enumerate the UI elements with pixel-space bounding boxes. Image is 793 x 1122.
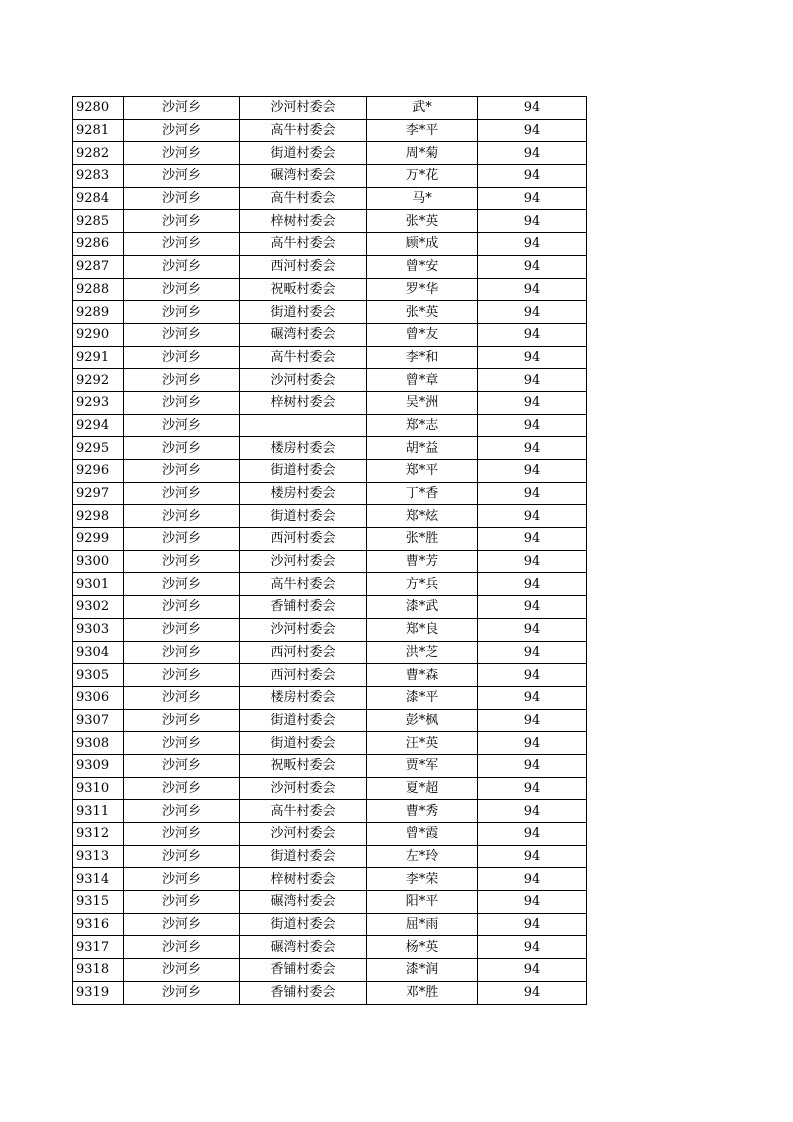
table-row — [73, 618, 587, 641]
score-cell: 94 — [478, 505, 587, 528]
score-cell: 94 — [478, 913, 587, 936]
score-cell: 94 — [478, 664, 587, 687]
row-id-cell: 9294 — [73, 414, 124, 437]
village-committee-cell: 沙河村委会 — [240, 369, 367, 392]
score-cell: 94 — [478, 482, 587, 505]
township-cell: 沙河乡 — [124, 641, 240, 664]
table-row — [73, 732, 587, 755]
table-row — [73, 528, 587, 551]
village-committee-cell: 沙河村委会 — [240, 777, 367, 800]
person-name-cell: 顾*成 — [367, 233, 478, 256]
score-cell: 94 — [478, 323, 587, 346]
score-cell: 94 — [478, 709, 587, 732]
township-cell: 沙河乡 — [124, 800, 240, 823]
row-id-cell: 9291 — [73, 346, 124, 369]
score-cell: 94 — [478, 845, 587, 868]
row-id-cell: 9306 — [73, 686, 124, 709]
table-row — [73, 460, 587, 483]
village-committee-cell: 高牛村委会 — [240, 346, 367, 369]
row-id-cell: 9301 — [73, 573, 124, 596]
row-id-cell: 9283 — [73, 165, 124, 188]
score-cell: 94 — [478, 641, 587, 664]
township-cell: 沙河乡 — [124, 528, 240, 551]
township-cell: 沙河乡 — [124, 301, 240, 324]
table-row — [73, 414, 587, 437]
person-name-cell: 武* — [367, 97, 478, 120]
table-row — [73, 709, 587, 732]
person-name-cell: 汪*英 — [367, 732, 478, 755]
person-name-cell: 周*菊 — [367, 142, 478, 165]
row-id-cell: 9280 — [73, 97, 124, 120]
person-name-cell: 万*花 — [367, 165, 478, 188]
township-cell: 沙河乡 — [124, 391, 240, 414]
township-cell: 沙河乡 — [124, 505, 240, 528]
score-cell: 94 — [478, 414, 587, 437]
score-cell: 94 — [478, 528, 587, 551]
village-committee-cell: 沙河村委会 — [240, 550, 367, 573]
township-cell: 沙河乡 — [124, 664, 240, 687]
person-name-cell: 李*荣 — [367, 868, 478, 891]
township-cell: 沙河乡 — [124, 369, 240, 392]
person-name-cell: 郑*志 — [367, 414, 478, 437]
table-row — [73, 346, 587, 369]
row-id-cell: 9310 — [73, 777, 124, 800]
score-cell: 94 — [478, 823, 587, 846]
score-cell: 94 — [478, 210, 587, 233]
township-cell: 沙河乡 — [124, 210, 240, 233]
village-committee-cell: 梓树村委会 — [240, 391, 367, 414]
village-committee-cell: 西河村委会 — [240, 255, 367, 278]
score-cell: 94 — [478, 618, 587, 641]
township-cell: 沙河乡 — [124, 119, 240, 142]
table-row — [73, 482, 587, 505]
person-name-cell: 张*英 — [367, 301, 478, 324]
row-id-cell: 9309 — [73, 754, 124, 777]
person-name-cell: 曹*森 — [367, 664, 478, 687]
township-cell: 沙河乡 — [124, 618, 240, 641]
score-cell: 94 — [478, 777, 587, 800]
score-cell: 94 — [478, 187, 587, 210]
person-name-cell: 张*英 — [367, 210, 478, 233]
row-id-cell: 9288 — [73, 278, 124, 301]
village-committee-cell: 沙河村委会 — [240, 823, 367, 846]
person-name-cell: 曹*芳 — [367, 550, 478, 573]
table-row — [73, 981, 587, 1004]
person-name-cell: 曾*安 — [367, 255, 478, 278]
score-cell: 94 — [478, 391, 587, 414]
township-cell: 沙河乡 — [124, 414, 240, 437]
village-committee-cell: 街道村委会 — [240, 142, 367, 165]
score-cell: 94 — [478, 119, 587, 142]
village-committee-cell: 街道村委会 — [240, 845, 367, 868]
row-id-cell: 9318 — [73, 959, 124, 982]
township-cell: 沙河乡 — [124, 278, 240, 301]
township-cell: 沙河乡 — [124, 573, 240, 596]
row-id-cell: 9311 — [73, 800, 124, 823]
township-cell: 沙河乡 — [124, 845, 240, 868]
table-row — [73, 142, 587, 165]
township-cell: 沙河乡 — [124, 732, 240, 755]
row-id-cell: 9300 — [73, 550, 124, 573]
row-id-cell: 9286 — [73, 233, 124, 256]
village-committee-cell: 祝畈村委会 — [240, 278, 367, 301]
township-cell: 沙河乡 — [124, 437, 240, 460]
score-cell: 94 — [478, 596, 587, 619]
village-committee-cell: 高牛村委会 — [240, 233, 367, 256]
table-row — [73, 437, 587, 460]
row-id-cell: 9295 — [73, 437, 124, 460]
table-row — [73, 278, 587, 301]
score-cell: 94 — [478, 255, 587, 278]
person-name-cell: 吴*洲 — [367, 391, 478, 414]
table-row — [73, 823, 587, 846]
row-id-cell: 9319 — [73, 981, 124, 1004]
person-name-cell: 左*玲 — [367, 845, 478, 868]
row-id-cell: 9303 — [73, 618, 124, 641]
table-row — [73, 754, 587, 777]
row-id-cell: 9302 — [73, 596, 124, 619]
table-row — [73, 165, 587, 188]
township-cell: 沙河乡 — [124, 255, 240, 278]
row-id-cell: 9299 — [73, 528, 124, 551]
village-committee-cell: 碾湾村委会 — [240, 323, 367, 346]
township-cell: 沙河乡 — [124, 346, 240, 369]
score-cell: 94 — [478, 437, 587, 460]
row-id-cell: 9313 — [73, 845, 124, 868]
table-row — [73, 800, 587, 823]
score-cell: 94 — [478, 959, 587, 982]
village-committee-cell: 碾湾村委会 — [240, 165, 367, 188]
person-name-cell: 杨*英 — [367, 936, 478, 959]
row-id-cell: 9287 — [73, 255, 124, 278]
person-name-cell: 漆*润 — [367, 959, 478, 982]
score-cell: 94 — [478, 460, 587, 483]
row-id-cell: 9317 — [73, 936, 124, 959]
person-name-cell: 张*胜 — [367, 528, 478, 551]
village-committee-cell: 梓树村委会 — [240, 210, 367, 233]
row-id-cell: 9293 — [73, 391, 124, 414]
village-committee-cell: 梓树村委会 — [240, 868, 367, 891]
score-cell: 94 — [478, 800, 587, 823]
person-name-cell: 贾*军 — [367, 754, 478, 777]
score-cell: 94 — [478, 573, 587, 596]
table-row — [73, 550, 587, 573]
row-id-cell: 9308 — [73, 732, 124, 755]
village-committee-cell: 西河村委会 — [240, 664, 367, 687]
person-name-cell: 夏*超 — [367, 777, 478, 800]
row-id-cell: 9284 — [73, 187, 124, 210]
table-row — [73, 868, 587, 891]
person-name-cell: 屈*雨 — [367, 913, 478, 936]
village-committee-cell: 沙河村委会 — [240, 97, 367, 120]
table-row — [73, 255, 587, 278]
row-id-cell: 9307 — [73, 709, 124, 732]
township-cell: 沙河乡 — [124, 959, 240, 982]
table-row — [73, 573, 587, 596]
table-row — [73, 891, 587, 914]
table-row — [73, 936, 587, 959]
township-cell: 沙河乡 — [124, 165, 240, 188]
village-committee-cell: 楼房村委会 — [240, 437, 367, 460]
score-cell: 94 — [478, 868, 587, 891]
village-committee-cell: 楼房村委会 — [240, 482, 367, 505]
data-table — [72, 96, 587, 1005]
row-id-cell: 9298 — [73, 505, 124, 528]
village-committee-cell: 高牛村委会 — [240, 119, 367, 142]
township-cell: 沙河乡 — [124, 323, 240, 346]
village-committee-cell: 碾湾村委会 — [240, 891, 367, 914]
village-committee-cell: 街道村委会 — [240, 709, 367, 732]
row-id-cell: 9296 — [73, 460, 124, 483]
village-committee-cell: 祝畈村委会 — [240, 754, 367, 777]
person-name-cell: 曾*霞 — [367, 823, 478, 846]
person-name-cell: 丁*香 — [367, 482, 478, 505]
township-cell: 沙河乡 — [124, 777, 240, 800]
score-cell: 94 — [478, 550, 587, 573]
village-committee-cell: 楼房村委会 — [240, 686, 367, 709]
table-row — [73, 664, 587, 687]
row-id-cell: 9304 — [73, 641, 124, 664]
village-committee-cell: 碾湾村委会 — [240, 936, 367, 959]
table-row — [73, 777, 587, 800]
village-committee-cell: 沙河村委会 — [240, 618, 367, 641]
person-name-cell: 郑*平 — [367, 460, 478, 483]
village-committee-cell: 高牛村委会 — [240, 800, 367, 823]
village-committee-cell: 街道村委会 — [240, 913, 367, 936]
score-cell: 94 — [478, 981, 587, 1004]
score-cell: 94 — [478, 142, 587, 165]
row-id-cell: 9289 — [73, 301, 124, 324]
row-id-cell: 9315 — [73, 891, 124, 914]
row-id-cell: 9316 — [73, 913, 124, 936]
table-row — [73, 391, 587, 414]
township-cell: 沙河乡 — [124, 913, 240, 936]
table-row — [73, 913, 587, 936]
village-committee-cell: 香铺村委会 — [240, 596, 367, 619]
person-name-cell: 彭*枫 — [367, 709, 478, 732]
table-row — [73, 233, 587, 256]
person-name-cell: 郑*良 — [367, 618, 478, 641]
table-row — [73, 596, 587, 619]
table-row — [73, 119, 587, 142]
row-id-cell: 9297 — [73, 482, 124, 505]
table-row — [73, 187, 587, 210]
township-cell: 沙河乡 — [124, 482, 240, 505]
table-row — [73, 323, 587, 346]
person-name-cell: 阳*平 — [367, 891, 478, 914]
person-name-cell: 漆*平 — [367, 686, 478, 709]
village-committee-cell: 街道村委会 — [240, 505, 367, 528]
person-name-cell: 洪*芝 — [367, 641, 478, 664]
township-cell: 沙河乡 — [124, 596, 240, 619]
table-row — [73, 686, 587, 709]
person-name-cell: 邓*胜 — [367, 981, 478, 1004]
score-cell: 94 — [478, 732, 587, 755]
row-id-cell: 9282 — [73, 142, 124, 165]
township-cell: 沙河乡 — [124, 981, 240, 1004]
village-committee-cell: 街道村委会 — [240, 460, 367, 483]
village-committee-cell: 西河村委会 — [240, 641, 367, 664]
township-cell: 沙河乡 — [124, 936, 240, 959]
row-id-cell: 9281 — [73, 119, 124, 142]
table-row — [73, 97, 587, 120]
table-row — [73, 959, 587, 982]
score-cell: 94 — [478, 686, 587, 709]
score-cell: 94 — [478, 165, 587, 188]
person-name-cell: 李*和 — [367, 346, 478, 369]
row-id-cell: 9292 — [73, 369, 124, 392]
table-row — [73, 641, 587, 664]
township-cell: 沙河乡 — [124, 97, 240, 120]
person-name-cell: 郑*炫 — [367, 505, 478, 528]
township-cell: 沙河乡 — [124, 823, 240, 846]
village-committee-cell: 高牛村委会 — [240, 187, 367, 210]
person-name-cell: 胡*益 — [367, 437, 478, 460]
score-cell: 94 — [478, 233, 587, 256]
score-cell: 94 — [478, 278, 587, 301]
row-id-cell: 9305 — [73, 664, 124, 687]
table-row — [73, 301, 587, 324]
township-cell: 沙河乡 — [124, 686, 240, 709]
person-name-cell: 李*平 — [367, 119, 478, 142]
township-cell: 沙河乡 — [124, 868, 240, 891]
score-cell: 94 — [478, 891, 587, 914]
township-cell: 沙河乡 — [124, 754, 240, 777]
score-cell: 94 — [478, 936, 587, 959]
person-name-cell: 曾*章 — [367, 369, 478, 392]
person-name-cell: 罗*华 — [367, 278, 478, 301]
village-committee-cell — [240, 414, 367, 437]
township-cell: 沙河乡 — [124, 709, 240, 732]
person-name-cell: 马* — [367, 187, 478, 210]
table-row — [73, 505, 587, 528]
village-committee-cell: 香铺村委会 — [240, 981, 367, 1004]
village-committee-cell: 西河村委会 — [240, 528, 367, 551]
row-id-cell: 9285 — [73, 210, 124, 233]
village-committee-cell: 街道村委会 — [240, 301, 367, 324]
township-cell: 沙河乡 — [124, 550, 240, 573]
table-body — [73, 97, 587, 1005]
township-cell: 沙河乡 — [124, 233, 240, 256]
township-cell: 沙河乡 — [124, 187, 240, 210]
person-name-cell: 方*兵 — [367, 573, 478, 596]
village-committee-cell: 高牛村委会 — [240, 573, 367, 596]
score-cell: 94 — [478, 369, 587, 392]
table-row — [73, 369, 587, 392]
person-name-cell: 曾*友 — [367, 323, 478, 346]
row-id-cell: 9312 — [73, 823, 124, 846]
township-cell: 沙河乡 — [124, 142, 240, 165]
township-cell: 沙河乡 — [124, 460, 240, 483]
table-row — [73, 845, 587, 868]
village-committee-cell: 香铺村委会 — [240, 959, 367, 982]
row-id-cell: 9314 — [73, 868, 124, 891]
row-id-cell: 9290 — [73, 323, 124, 346]
village-committee-cell: 街道村委会 — [240, 732, 367, 755]
score-cell: 94 — [478, 301, 587, 324]
table-row — [73, 210, 587, 233]
score-cell: 94 — [478, 754, 587, 777]
score-cell: 94 — [478, 346, 587, 369]
person-name-cell: 曹*秀 — [367, 800, 478, 823]
score-cell: 94 — [478, 97, 587, 120]
person-name-cell: 漆*武 — [367, 596, 478, 619]
township-cell: 沙河乡 — [124, 891, 240, 914]
